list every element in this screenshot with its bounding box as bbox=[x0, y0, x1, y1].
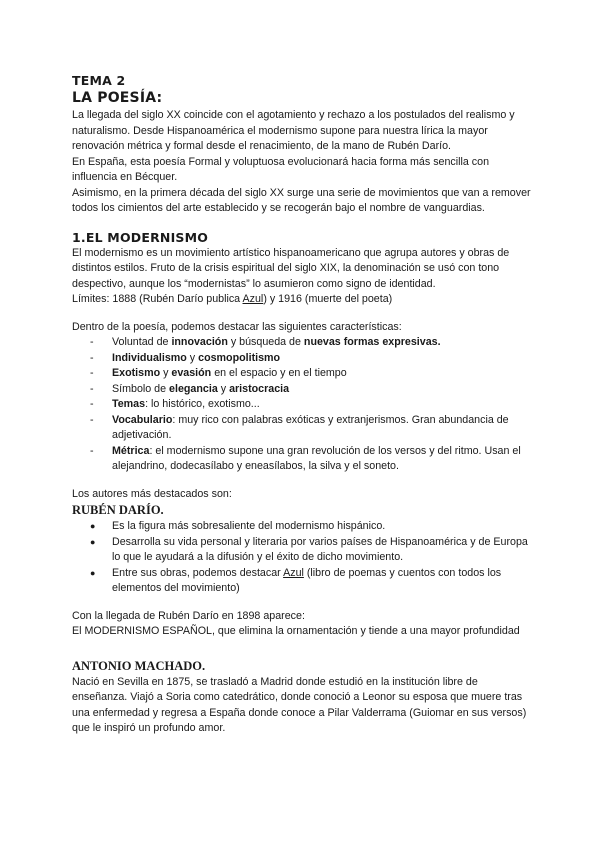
modernismo-espanol-line: El MODERNISMO ESPAÑOL, que elimina la ornamentación y tiende a una mayor profundidad bbox=[72, 625, 520, 637]
page-title: LA POESÍA: bbox=[72, 90, 163, 106]
section-heading-modernismo: 1.EL MODERNISMO bbox=[72, 229, 209, 245]
intro-paragraph-2: En España, esta poesía Formal y voluptuosa evolucionará hacia forma más sencilla con influencia en Bécquer. bbox=[72, 155, 490, 183]
list-item: - Voluntad de innovación y búsqueda de nuevas formas expresivas. bbox=[90, 336, 441, 348]
arrival-line: Con la llegada de Rubén Darío en 1898 aparece: bbox=[72, 609, 305, 622]
list-item: - Símbolo de elegancia y aristocracia bbox=[90, 382, 290, 395]
list-item: - Vocabulario: muy rico con palabras exóticas y extranjerismos. Gran abundancia de adjetivación. bbox=[90, 413, 509, 441]
document-page bbox=[72, 72, 532, 737]
ruben-dario-list bbox=[72, 519, 532, 597]
list-item: - Métrica: el modernismo supone una gran revolución de los versos y del ritmo. Usan el alejandrino, dodecasílabo y eneasílabos, la silva y el soneto. bbox=[90, 444, 521, 472]
tema-label: TEMA 2 bbox=[72, 73, 126, 88]
modernismo-paragraph: El modernismo es un movimiento artístico hispanoamericano que agrupa autores y obras de distintos estilos. Fruto de la crisis espiritual del siglo XIX, la denominación se usó con tono despectivo, aunque los “modernistas” lo asumieron como signo de identidad. bbox=[72, 246, 510, 290]
list-item: ● Es la figura más sobresaliente del modernismo hispánico. bbox=[90, 520, 386, 532]
list-item: - Individualismo y cosmopolitismo bbox=[90, 351, 281, 364]
authors-intro: Los autores más destacados son: bbox=[72, 487, 232, 500]
machado-bio: Nació en Sevilla en 1875, se trasladó a Madrid donde estudió en la institución libre de enseñanza. Viajó a Soria como catedrático, donde conoció a Leonor su esposa que muere tras una enfermedad y regresa a España donde conoce a Pilar Valderrama (Guiomar en sus versos) que le inspiró un profundo amor. bbox=[72, 675, 527, 734]
azul-link[interactable]: Azul bbox=[242, 293, 264, 305]
list-item: - Temas: lo histórico, exotismo... bbox=[90, 398, 260, 410]
author-heading-ruben-dario: RUBÉN DARÍO. bbox=[72, 503, 164, 517]
author-heading-antonio-machado: ANTONIO MACHADO. bbox=[72, 658, 206, 673]
limits-line: Límites: 1888 (Rubén Darío publica Azul) y 1916 (muerte del poeta) bbox=[72, 293, 393, 305]
list-item: - Exotismo y evasión en el espacio y en el tiempo bbox=[90, 367, 347, 379]
characteristics-list bbox=[72, 335, 532, 475]
characteristics-intro: Dentro de la poesía, podemos destacar las siguientes características: bbox=[72, 320, 402, 333]
list-item: ● Entre sus obras, podemos destacar Azul (libro de poemas y cuentos con todos los elementos del movimiento) bbox=[90, 566, 502, 594]
list-item: ● Desarrolla su vida personal y literaria por varios países de Hispanoamérica y de Europa lo que le ayudará a la difusión y el éxito de dicho movimiento. bbox=[90, 535, 528, 563]
intro-paragraph-1: La llegada del siglo XX coincide con el agotamiento y rechazo a los postulados del realismo y naturalismo. Desde Hispanoamérica el modernismo supone para nuestra lírica la mayor renovación métrica y formal desde el renacimiento, de la mano de Rubén Darío. bbox=[72, 109, 515, 152]
azul-link[interactable]: Azul bbox=[283, 566, 304, 579]
intro-paragraph-3: Asimismo, en la primera década del siglo XX surge una serie de movimientos que van a remover todos los cimientos del arte establecido y se recogerán bajo el nombre de vanguardias. bbox=[72, 186, 531, 214]
